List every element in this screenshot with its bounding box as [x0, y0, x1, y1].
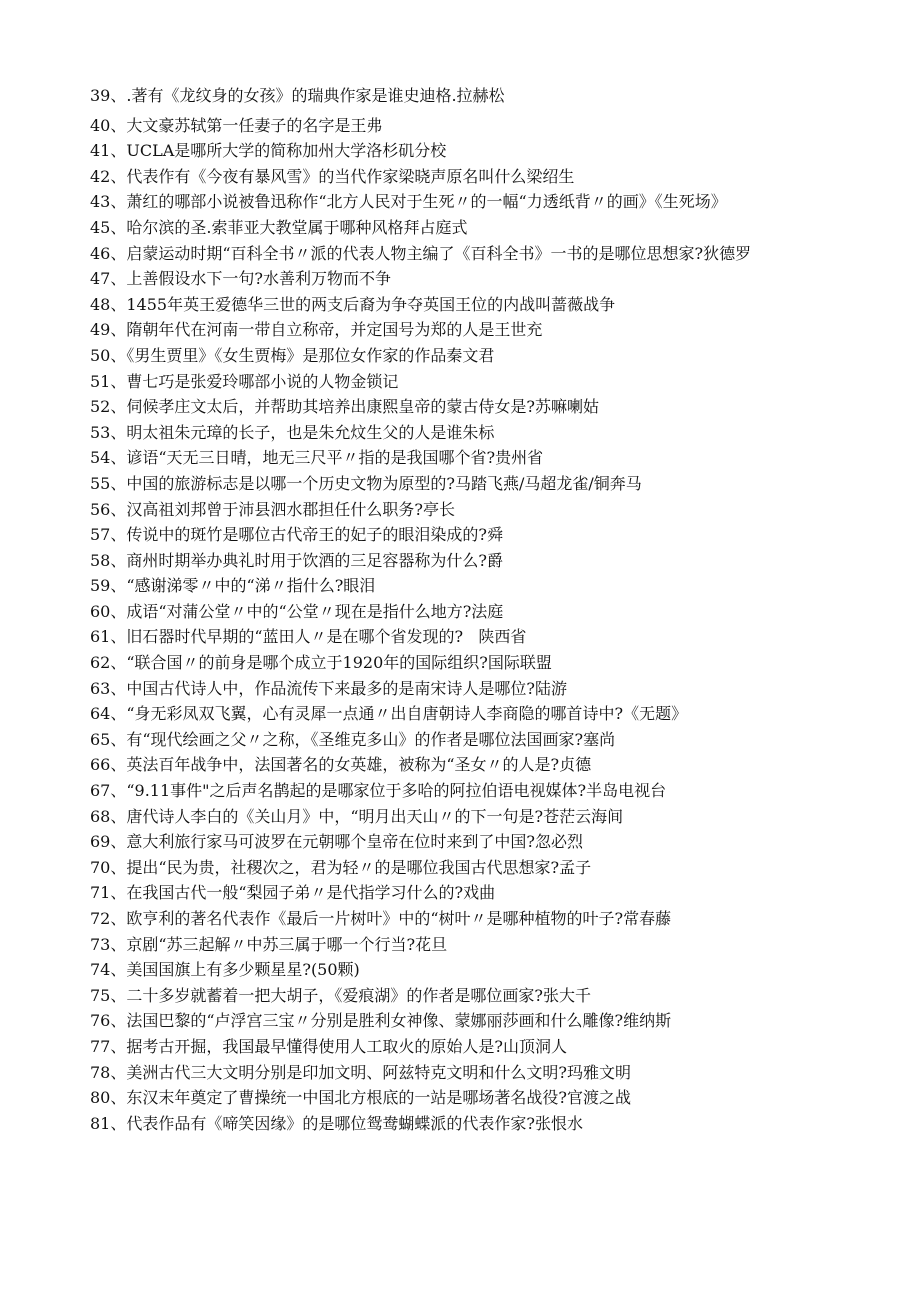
- quiz-item: 65、有“现代绘画之父〃之称，《圣维克多山》的作者是哪位法国画家?塞尚: [90, 729, 616, 749]
- quiz-item: 49、隋朝年代在河南一带自立称帝，并定国号为郑的人是王世充: [90, 320, 543, 340]
- quiz-item: 75、二十多岁就蓄着一把大胡子，《爱痕湖》的作者是哪位画家?张大千: [90, 985, 591, 1005]
- quiz-item: 59、“感谢涕零〃中的“涕〃指什么?眼泪: [90, 576, 376, 596]
- quiz-item: 68、唐代诗人李白的《关山月》中，“明月出天山〃的下一句是?苍茫云海间: [90, 806, 624, 826]
- quiz-item: 64、“身无彩凤双飞翼，心有灵犀一点通〃出自唐朝诗人李商隐的哪首诗中?《无题》: [90, 704, 688, 724]
- quiz-item: 71、在我国古代一般“梨园子弟〃是代指学习什么的?戏曲: [90, 883, 496, 903]
- quiz-item: 45、哈尔滨的圣.索菲亚大教堂属于哪种风格拜占庭式: [90, 217, 468, 237]
- quiz-item: 54、谚语“天无三日晴，地无三尺平〃指的是我国哪个省?贵州省: [90, 448, 544, 468]
- quiz-item: 80、东汉末年奠定了曹操统一中国北方根底的一站是哪场著名战役?官渡之战: [90, 1088, 631, 1108]
- quiz-item: 70、提出“民为贵，社稷次之，君为轻〃的是哪位我国古代思想家?孟子: [90, 857, 592, 877]
- quiz-item: 73、京剧“苏三起解〃中苏三属于哪一个行当?花旦: [90, 934, 448, 954]
- quiz-item: 69、意大利旅行家马可波罗在元朝哪个皇帝在位时来到了中国?忽必烈: [90, 832, 583, 852]
- quiz-item: 66、英法百年战争中，法国著名的女英雄，被称为“圣女〃的人是?贞德: [90, 755, 592, 775]
- quiz-item: 67、“9.11事件"之后声名鹊起的是哪家位于多哈的阿拉伯语电视媒体?半岛电视台: [90, 781, 667, 801]
- quiz-item: 46、启蒙运动时期“百科全书〃派的代表人物主编了《百科全书》一书的是哪位思想家?狄德罗: [90, 243, 752, 263]
- quiz-item: 78、美洲古代三大文明分别是印加文明、阿兹特克文明和什么文明?玛雅文明: [90, 1062, 631, 1082]
- quiz-item: 61、旧石器时代早期的“蓝田人〃是在哪个省发现的? 陕西省: [90, 627, 527, 647]
- quiz-item: 40、大文豪苏轼第一任妻子的名字是王弗: [90, 115, 383, 135]
- quiz-item: 41、UCLA是哪所大学的简称加州大学洛杉矶分校: [90, 141, 447, 161]
- quiz-item: 50、《男生贾里》《女生贾梅》是那位女作家的作品秦文君: [90, 345, 495, 365]
- quiz-item: 55、中国的旅游标志是以哪一个历史文物为原型的?马踏飞燕/马超龙雀/铜奔马: [90, 473, 642, 493]
- quiz-item: 58、商州时期举办典礼时用于饮酒的三足容器称为什么?爵: [90, 550, 503, 570]
- document-page: [90, 83, 830, 1136]
- quiz-item: 39、.著有《龙纹身的女孩》的瑞典作家是谁史迪格.拉赫松: [90, 86, 505, 105]
- quiz-item: 63、中国古代诗人中，作品流传下来最多的是南宋诗人是哪位?陆游: [90, 678, 567, 698]
- quiz-item: 53、明太祖朱元璋的长子，也是朱允炆生父的人是谁朱标: [90, 422, 495, 442]
- quiz-item: 48、1455年英王爱德华三世的两支后裔为争夺英国王位的内战叫蔷薇战争: [90, 294, 616, 314]
- quiz-item: 74、美国国旗上有多少颗星星?(50颗): [90, 960, 360, 980]
- quiz-item: 76、法国巴黎的“卢浮宫三宝〃分别是胜利女神像、蒙娜丽莎画和什么雕像?维纳斯: [90, 1011, 672, 1031]
- quiz-item: 62、“联合国〃的前身是哪个成立于1920年的国际组织?国际联盟: [90, 653, 552, 673]
- quiz-item: 77、据考古开掘，我国最早懂得使用人工取火的原始人是?山顶洞人: [90, 1036, 567, 1056]
- quiz-item: 57、传说中的斑竹是哪位古代帝王的妃子的眼泪染成的?舜: [90, 525, 503, 545]
- quiz-item: 47、上善假设水下一句?水善利万物而不争: [90, 269, 391, 289]
- quiz-item: 81、代表作品有《啼笑因缘》的是哪位鸳鸯蝴蝶派的代表作家?张恨水: [90, 1113, 583, 1133]
- quiz-item: 51、曹七巧是张爱玲哪部小说的人物金锁记: [90, 371, 399, 391]
- quiz-item: 56、汉高祖刘邦曾于沛县泗水郡担任什么职务?亭长: [90, 499, 455, 519]
- quiz-item: 43、萧红的哪部小说被鲁迅称作“北方人民对于生死〃的一幅“力透纸背〃的画》《生死场》: [90, 192, 727, 212]
- quiz-item: 60、成语“对蒲公堂〃中的“公堂〃现在是指什么地方?法庭: [90, 601, 504, 621]
- quiz-item: 52、伺候孝庄文太后，并帮助其培养出康熙皇帝的蒙古侍女是?苏嘛喇姑: [90, 397, 599, 417]
- quiz-item: 72、欧亨利的著名代表作《最后一片树叶》中的“树叶〃是哪种植物的叶子?常春藤: [90, 909, 672, 928]
- quiz-item: 42、代表作有《今夜有暴风雪》的当代作家梁晓声原名叫什么梁绍生: [90, 166, 575, 186]
